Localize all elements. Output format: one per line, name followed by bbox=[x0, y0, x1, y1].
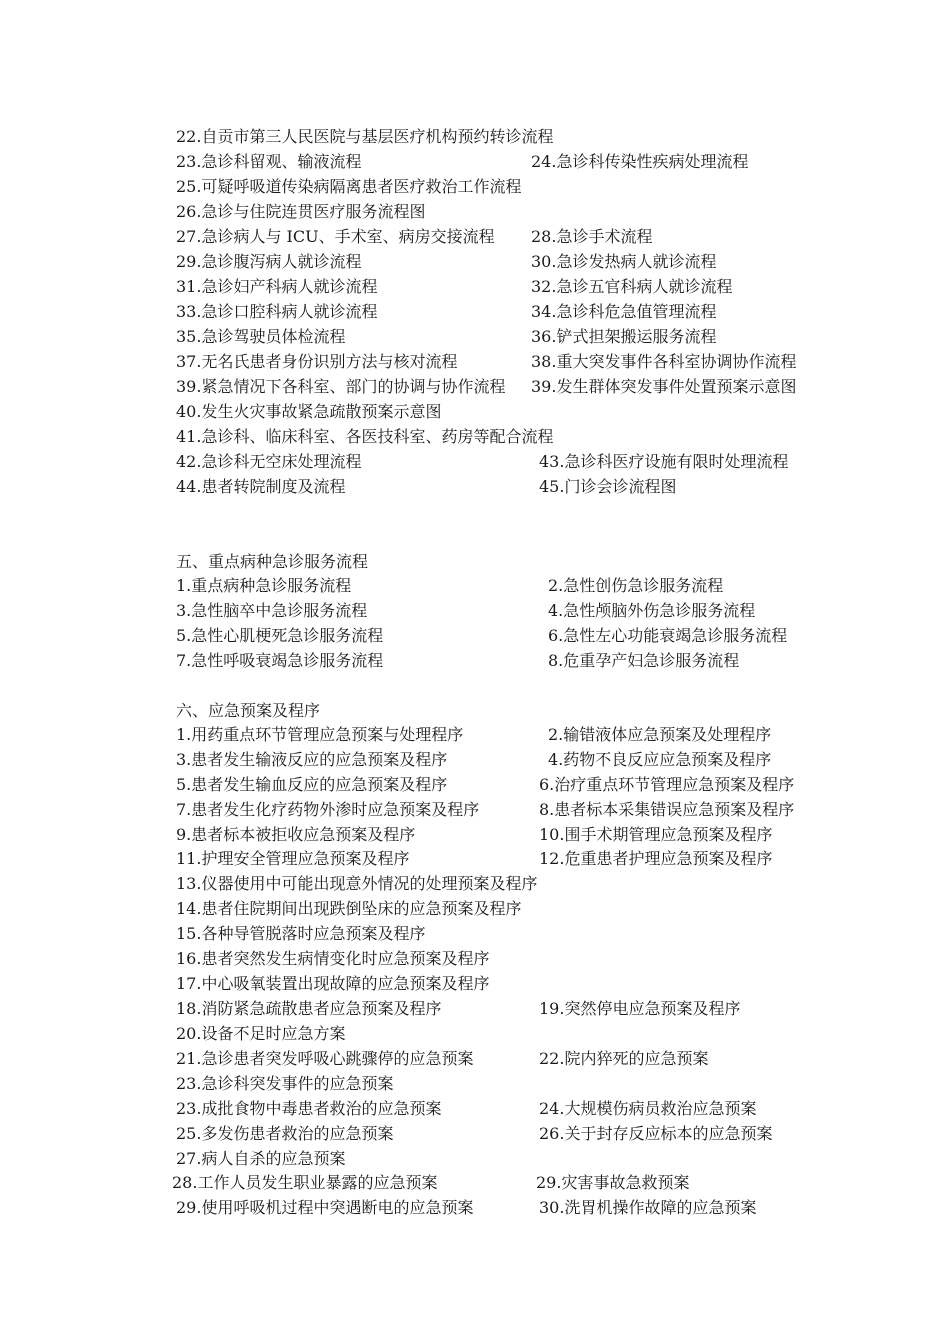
list-item: 40.发生火灾事故紧急疏散预案示意图 bbox=[176, 402, 442, 421]
list-item: 43.急诊科医疗设施有限时处理流程 bbox=[539, 452, 789, 471]
list-item: 17.中心吸氧装置出现故障的应急预案及程序 bbox=[176, 974, 490, 993]
list-item: 5.急性心肌梗死急诊服务流程 bbox=[176, 626, 384, 645]
list-item: 42.急诊科无空床处理流程 bbox=[176, 452, 362, 471]
list-item: 27.病人自杀的应急预案 bbox=[176, 1149, 346, 1168]
list-item: 29.灾害事故急救预案 bbox=[536, 1173, 690, 1192]
list-item: 2.急性创伤急诊服务流程 bbox=[548, 576, 724, 595]
list-item: 3.急性脑卒中急诊服务流程 bbox=[176, 601, 368, 620]
list-item: 25.可疑呼吸道传染病隔离患者医疗救治工作流程 bbox=[176, 177, 522, 196]
list-item: 26.急诊与住院连贯医疗服务流程图 bbox=[176, 202, 426, 221]
list-item: 36.铲式担架搬运服务流程 bbox=[531, 327, 717, 346]
list-item: 20.设备不足时应急方案 bbox=[176, 1024, 346, 1043]
list-item: 23.急诊科突发事件的应急预案 bbox=[176, 1074, 394, 1093]
list-item: 6.治疗重点环节管理应急预案及程序 bbox=[539, 775, 795, 794]
list-item: 21.急诊患者突发呼吸心跳骤停的应急预案 bbox=[176, 1049, 474, 1068]
list-item: 24.大规模伤病员救治应急预案 bbox=[539, 1099, 757, 1118]
list-item: 18.消防紧急疏散患者应急预案及程序 bbox=[176, 999, 442, 1018]
list-item: 9.患者标本被拒收应急预案及程序 bbox=[176, 825, 416, 844]
list-item: 24.急诊科传染性疾病处理流程 bbox=[531, 152, 749, 171]
list-item: 2.输错液体应急预案及处理程序 bbox=[548, 725, 772, 744]
list-item: 22.自贡市第三人民医院与基层医疗机构预约转诊流程 bbox=[176, 127, 554, 146]
list-item: 3.患者发生输液反应的应急预案及程序 bbox=[176, 750, 448, 769]
list-item: 35.急诊驾驶员体检流程 bbox=[176, 327, 346, 346]
list-item: 10.围手术期管理应急预案及程序 bbox=[539, 825, 773, 844]
list-item: 39.发生群体突发事件处置预案示意图 bbox=[531, 377, 797, 396]
list-item: 1.用药重点环节管理应急预案与处理程序 bbox=[176, 725, 464, 744]
list-item: 30.急诊发热病人就诊流程 bbox=[531, 252, 717, 271]
list-item: 4.急性颅脑外伤急诊服务流程 bbox=[548, 601, 756, 620]
list-item: 8.危重孕产妇急诊服务流程 bbox=[548, 651, 740, 670]
list-item: 26.关于封存反应标本的应急预案 bbox=[539, 1124, 773, 1143]
list-item: 39.紧急情况下各科室、部门的协调与协作流程 bbox=[176, 377, 506, 396]
list-item: 33.急诊口腔科病人就诊流程 bbox=[176, 302, 378, 321]
list-item: 38.重大突发事件各科室协调协作流程 bbox=[531, 352, 797, 371]
list-item: 5.患者发生输血反应的应急预案及程序 bbox=[176, 775, 448, 794]
list-item: 13.仪器使用中可能出现意外情况的处理预案及程序 bbox=[176, 874, 538, 893]
list-item: 14.患者住院期间出现跌倒坠床的应急预案及程序 bbox=[176, 899, 522, 918]
list-item: 6.急性左心功能衰竭急诊服务流程 bbox=[548, 626, 788, 645]
list-item: 28.工作人员发生职业暴露的应急预案 bbox=[172, 1173, 438, 1192]
list-item: 27.急诊病人与 ICU、手术室、病房交接流程 bbox=[176, 227, 495, 246]
list-item: 23.成批食物中毒患者救治的应急预案 bbox=[176, 1099, 442, 1118]
list-item: 23.急诊科留观、输液流程 bbox=[176, 152, 362, 171]
list-item: 31.急诊妇产科病人就诊流程 bbox=[176, 277, 378, 296]
section-heading: 五、重点病种急诊服务流程 bbox=[176, 552, 369, 571]
list-item: 32.急诊五官科病人就诊流程 bbox=[531, 277, 733, 296]
list-item: 28.急诊手术流程 bbox=[531, 227, 653, 246]
list-item: 1.重点病种急诊服务流程 bbox=[176, 576, 352, 595]
section-heading: 六、应急预案及程序 bbox=[176, 701, 321, 720]
list-item: 22.院内猝死的应急预案 bbox=[539, 1049, 709, 1068]
list-item: 29.急诊腹泻病人就诊流程 bbox=[176, 252, 362, 271]
list-item: 7.患者发生化疗药物外渗时应急预案及程序 bbox=[176, 800, 480, 819]
list-item: 25.多发伤患者救治的应急预案 bbox=[176, 1124, 394, 1143]
list-item: 45.门诊会诊流程图 bbox=[539, 477, 677, 496]
list-item: 15.各种导管脱落时应急预案及程序 bbox=[176, 924, 426, 943]
list-item: 34.急诊科危急值管理流程 bbox=[531, 302, 717, 321]
list-item: 16.患者突然发生病情变化时应急预案及程序 bbox=[176, 949, 490, 968]
list-item: 8.患者标本采集错误应急预案及程序 bbox=[539, 800, 795, 819]
list-item: 29.使用呼吸机过程中突遇断电的应急预案 bbox=[176, 1198, 474, 1217]
list-item: 12.危重患者护理应急预案及程序 bbox=[539, 849, 773, 868]
list-item: 19.突然停电应急预案及程序 bbox=[539, 999, 741, 1018]
list-item: 44.患者转院制度及流程 bbox=[176, 477, 346, 496]
list-item: 41.急诊科、临床科室、各医技科室、药房等配合流程 bbox=[176, 427, 554, 446]
list-item: 4.药物不良反应应急预案及程序 bbox=[548, 750, 772, 769]
list-item: 37.无名氏患者身份识别方法与核对流程 bbox=[176, 352, 458, 371]
list-item: 7.急性呼吸衰竭急诊服务流程 bbox=[176, 651, 384, 670]
list-item: 11.护理安全管理应急预案及程序 bbox=[176, 849, 410, 868]
list-item: 30.洗胃机操作故障的应急预案 bbox=[539, 1198, 757, 1217]
